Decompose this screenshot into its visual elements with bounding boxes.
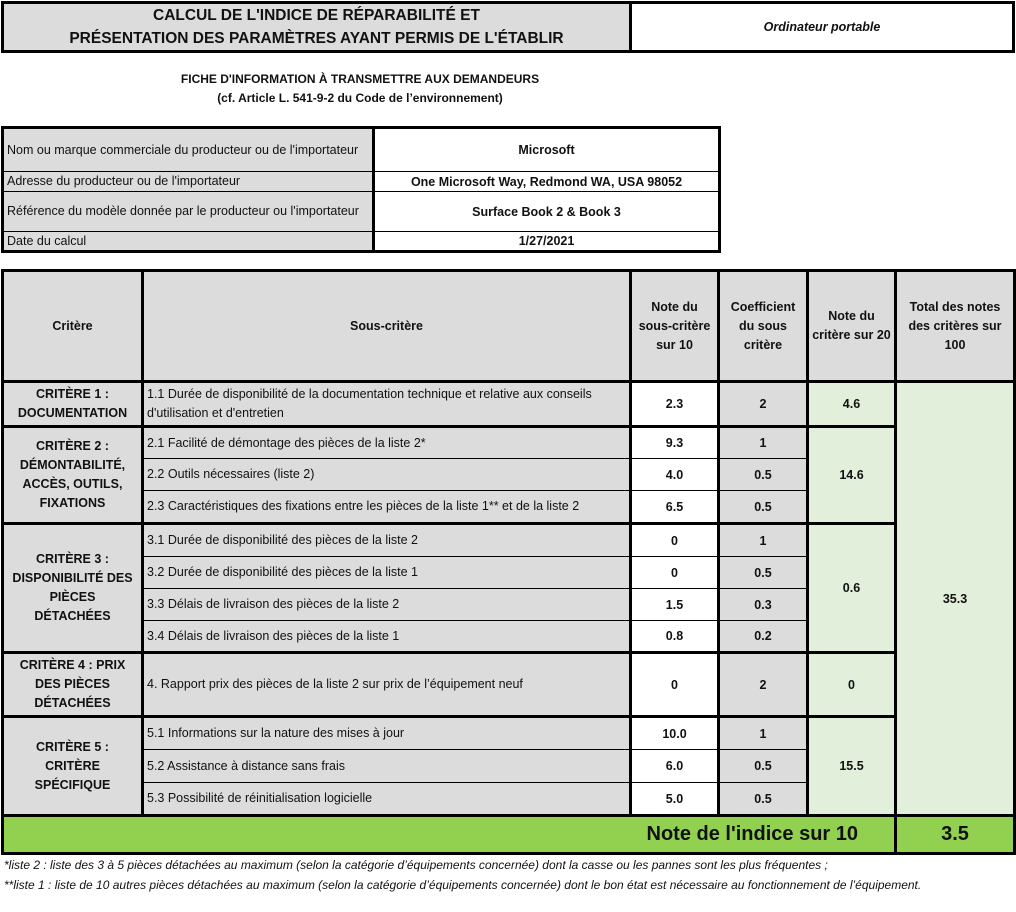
criterion-4-score: 0	[809, 654, 894, 715]
info-value-date: 1/27/2021	[375, 232, 718, 250]
info-value-address: One Microsoft Way, Redmond WA, USA 98052	[375, 172, 718, 191]
repairability-index-value-text: 3.5	[941, 823, 969, 845]
coef-5-1: 1	[720, 718, 806, 749]
sub-criterion-4: 4. Rapport prix des pièces de la liste 2 sur prix de l’équipement neuf	[144, 654, 629, 715]
page-title	[4, 4, 629, 50]
coef-4: 2	[720, 654, 806, 715]
coef-2-1: 1	[720, 428, 806, 458]
score-3-1: 0	[632, 525, 717, 556]
score-5-2: 6.0	[632, 750, 717, 782]
coef-3-2: 0.5	[720, 557, 806, 588]
info-label-model: Référence du modèle donnée par le producteur ou l'importateur	[7, 204, 359, 218]
sub-criterion-3-4: 3.4 Délais de livraison des pièces de la liste 1	[144, 621, 629, 651]
score-2-3: 6.5	[632, 491, 717, 522]
score-2-2: 4.0	[632, 459, 717, 490]
coef-2-2: 0.5	[720, 459, 806, 490]
sub-criterion-3-2: 3.2 Durée de disponibilité des pièces de la liste 1	[144, 557, 629, 588]
page-title-line2: PRÉSENTATION DES PARAMÈTRES AYANT PERMIS DE L'ÉTABLIR	[69, 30, 564, 47]
criterion-2-label: CRITÈRE 2 : DÉMONTABILITÉ, ACCÈS, OUTILS, FIXATIONS	[4, 428, 141, 522]
coef-3-1: 1	[720, 525, 806, 556]
repairability-index-value	[897, 817, 1013, 852]
info-value-model: Surface Book 2 & Book 3	[375, 192, 718, 231]
sub-criterion-2-2: 2.2 Outils nécessaires (liste 2)	[144, 459, 629, 490]
col-header-note-sous-critere: Note du sous-critère sur 10	[632, 272, 717, 380]
coef-1-1: 2	[720, 383, 806, 425]
info-sheet-heading-line1: FICHE D'INFORMATION À TRANSMETTRE AUX DEMANDEURS	[180, 72, 540, 86]
coef-5-3: 0.5	[720, 783, 806, 814]
page-title-line1: CALCUL DE L'INDICE DE RÉPARABILITÉ ET	[153, 7, 480, 24]
info-sheet-heading	[0, 70, 720, 108]
coef-3-4: 0.2	[720, 621, 806, 651]
info-label-address: Adresse du producteur ou de l'importateur	[7, 174, 241, 188]
col-header-sous-critere: Sous-critère	[144, 272, 629, 380]
coef-5-2: 0.5	[720, 750, 806, 782]
score-5-1: 10.0	[632, 718, 717, 749]
repairability-index-label-text: Note de l'indice sur 10	[646, 823, 858, 845]
score-3-4: 0.8	[632, 621, 717, 651]
criterion-5-label: CRITÈRE 5 : CRITÈRE SPÉCIFIQUE	[4, 718, 141, 814]
criterion-1-label: CRITÈRE 1 : DOCUMENTATION	[4, 383, 141, 425]
criterion-4-label: CRITÈRE 4 : PRIX DES PIÈCES DÉTACHÉES	[4, 654, 141, 715]
info-sheet-heading-line2: (cf. Article L. 541-9-2 du Code de l’environnement)	[217, 91, 503, 105]
criterion-3-label: CRITÈRE 3 : DISPONIBILITÉ DES PIÈCES DÉTACHÉES	[4, 525, 141, 651]
sub-criterion-1-1: 1.1 Durée de disponibilité de la documentation technique et relative aux conseils d'utilisation et d'entretien	[144, 383, 629, 425]
criterion-3-score: 0.6	[809, 525, 894, 651]
score-5-3: 5.0	[632, 783, 717, 814]
col-header-coefficient: Coefficient du sous critère	[720, 272, 806, 380]
info-label-brand: Nom ou marque commerciale du producteur ou de l'importateur	[7, 142, 359, 157]
sub-criterion-5-2: 5.2 Assistance à distance sans frais	[144, 750, 629, 782]
coef-3-3: 0.3	[720, 589, 806, 620]
score-1-1: 2.3	[632, 383, 717, 425]
criterion-1-score: 4.6	[809, 383, 894, 425]
sub-criterion-5-1: 5.1 Informations sur la nature des mises à jour	[144, 718, 629, 749]
score-3-3: 1.5	[632, 589, 717, 620]
sub-criterion-5-3: 5.3 Possibilité de réinitialisation logicielle	[144, 783, 629, 814]
info-value-brand: Microsoft	[375, 129, 718, 171]
score-3-2: 0	[632, 557, 717, 588]
col-header-note-critere: Note du critère sur 20	[809, 272, 894, 380]
score-2-1: 9.3	[632, 428, 717, 458]
sub-criterion-3-3: 3.3 Délais de livraison des pièces de la liste 2	[144, 589, 629, 620]
criterion-5-score: 15.5	[809, 718, 894, 814]
sub-criterion-2-1: 2.1 Facilité de démontage des pièces de la liste 2*	[144, 428, 629, 458]
total-score-100: 35.3	[897, 383, 1013, 814]
col-header-total: Total des notes des critères sur 100	[897, 272, 1013, 380]
footnotes	[4, 855, 1004, 895]
coef-2-3: 0.5	[720, 491, 806, 522]
product-category-text: Ordinateur portable	[763, 20, 881, 34]
footnote-liste-1: **liste 1 : liste de 10 autres pièces détachées au maximum (selon la catégorie d’équipements concernée) dont le bon état est nécessaire au fonctionnement de l’équipement.	[4, 878, 922, 892]
sub-criterion-2-3: 2.3 Caractéristiques des fixations entre les pièces de la liste 1** et de la liste 2	[144, 491, 629, 522]
col-header-critere: Critère	[4, 272, 141, 380]
score-4: 0	[632, 654, 717, 715]
info-label-date: Date du calcul	[7, 233, 87, 248]
sub-criterion-3-1: 3.1 Durée de disponibilité des pièces de la liste 2	[144, 525, 629, 556]
footnote-liste-2: *liste 2 : liste des 3 à 5 pièces détachées au maximum (selon la catégorie d’équipements concernée) dont la casse ou les pannes sont les plus fréquentes ;	[4, 858, 828, 872]
repairability-index-label	[4, 817, 894, 852]
criterion-2-score: 14.6	[809, 428, 894, 522]
product-category	[632, 4, 1012, 50]
